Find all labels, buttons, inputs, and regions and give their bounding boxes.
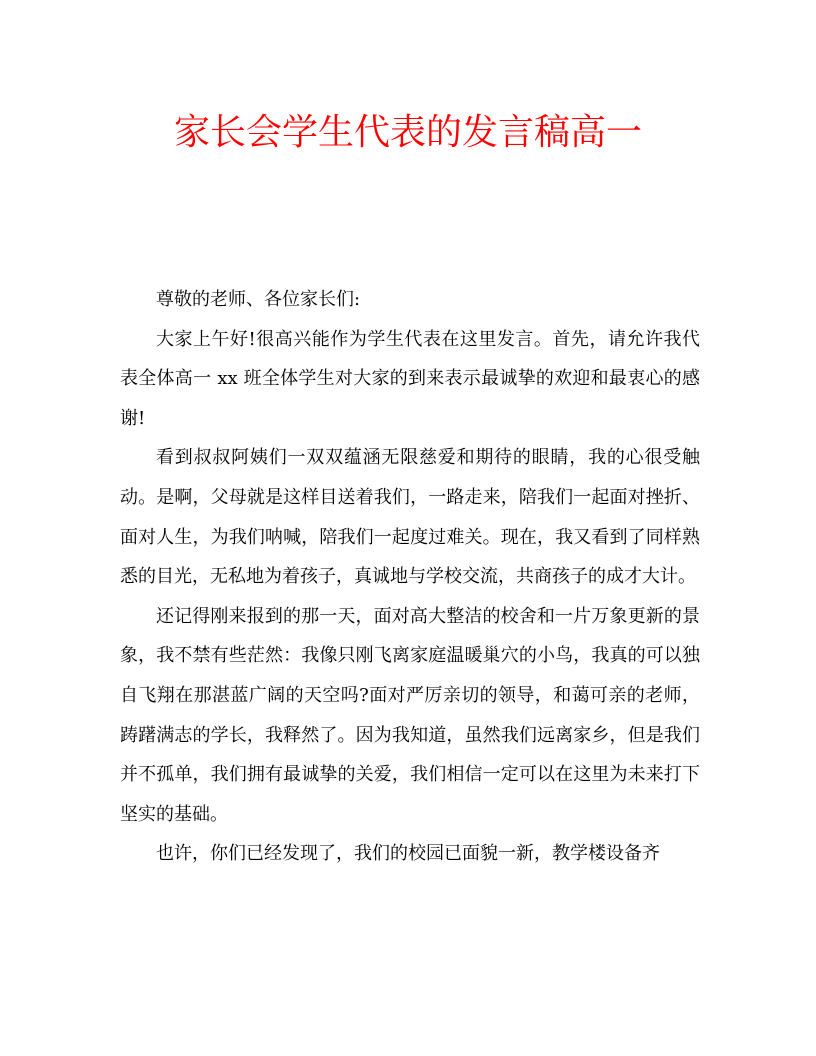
document-body [120,280,700,874]
body-paragraph: 也许，你们已经发现了，我们的校园已面貌一新，教学楼设备齐 [156,843,660,865]
document-title: 家长会学生代表的发言稿高一 [173,112,642,153]
body-paragraph: 看到叔叔阿姨们一双双蕴涵无限慈爱和期待的眼睛，我的心很受触动。是啊，父母就是这样目送着我们，一路走来，陪我们一起面对挫折、面对人生，为我们呐喊，陪我们一起度过难关。现在，我又看到了同样熟悉的目光，无私地为着孩子，真诚地与学校交流，共商孩子的成才大计。 [120,447,700,588]
greeting-paragraph: 大家上午好!很高兴能作为学生代表在这里发言。首先，请允许我代表全体高一 xx 班全体学生对大家的到来表示最诚挚的欢迎和最衷心的感谢! [120,328,700,429]
salutation-paragraph: 尊敬的老师、各位家长们: [156,289,361,310]
body-paragraph: 还记得刚来报到的那一天，面对高大整洁的校舍和一片万象更新的景象，我不禁有些茫然：我像只刚飞离家庭温暖巢穴的小鸟，我真的可以独自飞翔在那湛蓝广阔的天空吗?面对严厉亲切的领导，和蔼可亲的老师，踌躇满志的学长，我释然了。因为我知道，虽然我们远离家乡，但是我们并不孤单，我们拥有最诚挚的关爱，我们相信一定可以在这里为未来打下坚实的基础。 [120,605,700,825]
